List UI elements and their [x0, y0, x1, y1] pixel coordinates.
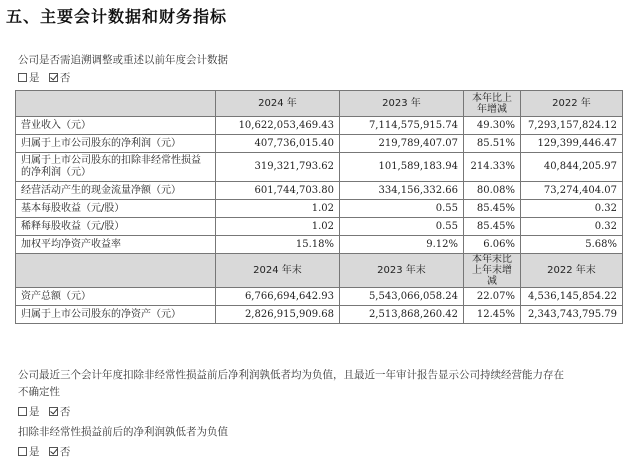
row-label-cell: 稀释每股收益（元/股）: [16, 218, 216, 236]
option-no[interactable]: 否: [49, 446, 71, 458]
header-cell: 2023 年: [340, 91, 464, 117]
table-row: [16, 236, 623, 254]
value-cell: 5.68%: [521, 236, 623, 254]
option-no[interactable]: 否: [49, 406, 71, 418]
value-cell: 6,766,694,642.93: [216, 288, 340, 306]
value-cell: 219,789,407.07: [340, 135, 464, 153]
option-yes[interactable]: 是: [18, 406, 40, 418]
value-cell: 601,744,703.80: [216, 182, 340, 200]
checkbox-yes[interactable]: [18, 447, 27, 456]
question-going-concern-line2: 不确定性: [18, 386, 60, 398]
value-cell: 85.45%: [464, 218, 521, 236]
table-row: [16, 200, 623, 218]
value-cell: 22.07%: [464, 288, 521, 306]
value-cell: 407,736,015.40: [216, 135, 340, 153]
value-cell: 40,844,205.97: [521, 153, 623, 182]
checkbox-yes[interactable]: [18, 407, 27, 416]
table-row: [16, 306, 623, 324]
header-cell: 本年末比上年末增减: [464, 254, 521, 288]
row-label-cell: 经营活动产生的现金流量净额（元）: [16, 182, 216, 200]
section-title: 五、主要会计数据和财务指标: [6, 7, 228, 26]
row-label-cell: 基本每股收益（元/股）: [16, 200, 216, 218]
value-cell: 85.51%: [464, 135, 521, 153]
table-row: [16, 218, 623, 236]
value-cell: 101,589,183.94: [340, 153, 464, 182]
table-row: [16, 153, 623, 182]
value-cell: 2,826,915,909.68: [216, 306, 340, 324]
header-cell: [16, 254, 216, 288]
checkbox-no-checked[interactable]: [49, 447, 58, 456]
value-cell: 2,513,868,260.42: [340, 306, 464, 324]
option-yes[interactable]: 是: [18, 446, 40, 458]
value-cell: 85.45%: [464, 200, 521, 218]
header-cell: 2024 年末: [216, 254, 340, 288]
negative-profit-options: [18, 444, 76, 459]
value-cell: 7,114,575,915.74: [340, 117, 464, 135]
value-cell: 1.02: [216, 200, 340, 218]
header-cell: 2022 年末: [521, 254, 623, 288]
value-cell: 49.30%: [464, 117, 521, 135]
value-cell: 334,156,332.66: [340, 182, 464, 200]
value-cell: 7,293,157,824.12: [521, 117, 623, 135]
value-cell: 2,343,743,795.79: [521, 306, 623, 324]
value-cell: 0.32: [521, 218, 623, 236]
value-cell: 0.55: [340, 200, 464, 218]
value-cell: 10,622,053,469.43: [216, 117, 340, 135]
value-cell: 4,536,145,854.22: [521, 288, 623, 306]
option-no[interactable]: 否: [49, 72, 71, 84]
table-row: [16, 117, 623, 135]
value-cell: 319,321,793.62: [216, 153, 340, 182]
table-row: [16, 288, 623, 306]
value-cell: 0.32: [521, 200, 623, 218]
value-cell: 214.33%: [464, 153, 521, 182]
restate-options: [18, 70, 76, 85]
checkbox-no-checked[interactable]: [49, 407, 58, 416]
checkbox-yes[interactable]: [18, 73, 27, 82]
option-yes[interactable]: 是: [18, 72, 40, 84]
value-cell: 15.18%: [216, 236, 340, 254]
header-cell: 2022 年: [521, 91, 623, 117]
value-cell: 129,399,446.47: [521, 135, 623, 153]
question-going-concern-line1: 公司最近三个会计年度扣除非经常性损益前后净利润孰低者均为负值，且最近一年审计报告显示公司持续经营能力存在: [18, 369, 564, 381]
value-cell: 80.08%: [464, 182, 521, 200]
header-cell: [16, 91, 216, 117]
value-cell: 5,543,066,058.24: [340, 288, 464, 306]
row-label-cell: 资产总额（元）: [16, 288, 216, 306]
row-label-cell: 归属于上市公司股东的净资产（元）: [16, 306, 216, 324]
header-cell: 本年比上年增减: [464, 91, 521, 117]
value-cell: 6.06%: [464, 236, 521, 254]
table-row: [16, 182, 623, 200]
question-negative-profit: 扣除非经常性损益前后的净利润孰低者为负值: [18, 426, 228, 438]
row-label-cell: 营业收入（元）: [16, 117, 216, 135]
row-label-cell: 归属于上市公司股东的扣除非经常性损益的净利润（元）: [16, 153, 216, 182]
table-row: [16, 135, 623, 153]
row-label-cell: 加权平均净资产收益率: [16, 236, 216, 254]
value-cell: 0.55: [340, 218, 464, 236]
financial-table: [15, 90, 623, 324]
question-restate: 公司是否需追溯调整或重述以前年度会计数据: [18, 54, 228, 66]
value-cell: 9.12%: [340, 236, 464, 254]
value-cell: 12.45%: [464, 306, 521, 324]
header-cell: 2024 年: [216, 91, 340, 117]
table-header-row: [16, 254, 623, 288]
row-label-cell: 归属于上市公司股东的净利润（元）: [16, 135, 216, 153]
checkbox-no-checked[interactable]: [49, 73, 58, 82]
value-cell: 1.02: [216, 218, 340, 236]
table-header-row: [16, 91, 623, 117]
going-concern-options: [18, 404, 76, 419]
value-cell: 73,274,404.07: [521, 182, 623, 200]
header-cell: 2023 年末: [340, 254, 464, 288]
